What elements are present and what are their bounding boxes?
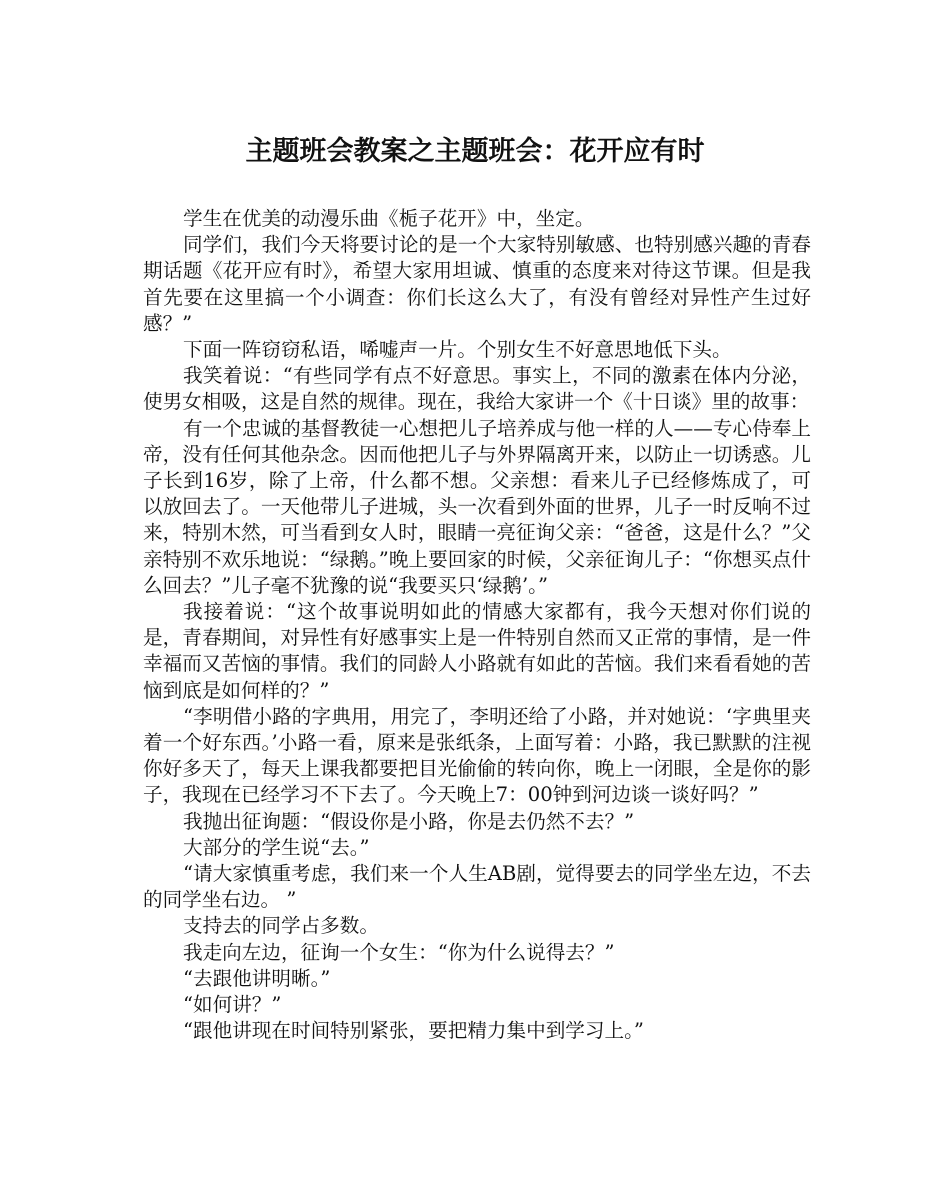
paragraph: 支持去的同学占多数。 [183,914,379,938]
paragraph: “请大家慎重考虑，我们来一个人生AB剧，觉得要去的同学坐左边，不去的同学坐右边。 ” [143,862,811,912]
paragraph: 我接着说：“这个故事说明如此的情感大家都有，我今天想对你们说的是，青春期间，对异性有好感事实上是一件特别自然而又正常的事情，是一件幸福而又苦恼的事情。我们的同龄人小路就有如此的苦恼。我们来看看她的苦恼到底是如何样的？” [143,600,811,702]
paragraph: “李明借小路的字典用，用完了，李明还给了小路，并对她说：‘字典里夹着一个好东西。’小路一看，原来是张纸条，上面写着：小路，我已默默的注视你好多天了，每天上课我都要把目光偷偷的转向你，晚上一闭眼，全是你的影子，我现在已经学习不下去了。今天晚上7：00钟到河边谈一谈好吗？” [143,704,811,807]
paragraph: 下面一阵窃窃私语，唏嘘声一片。个别女生不好意思地低下头。 [183,338,732,362]
paragraph: 我走向左边，征询一个女生：“你为什么说得去？” [183,940,615,964]
paragraph: “如何讲？” [183,993,282,1017]
paragraph: 我抛出征询题：“假设你是小路，你是去仍然不去？” [183,809,635,833]
document-body [143,206,811,1045]
paragraph: 我笑着说：“有些同学有点不好意思。事实上，不同的激素在体内分泌，使男女相吸，这是自然的规律。现在，我给大家讲一个《十日谈》里的故事： [143,364,811,414]
paragraph: 有一个忠诚的基督教徒一心想把儿子培养成与他一样的人——专心侍奉上帝，没有任何其他杂念。因而他把儿子与外界隔离开来，以防止一切诱惑。儿子长到16岁，除了上帝，什么都不想。父亲想：看来儿子已经修炼成了，可以放回去了。一天他带儿子进城，头一次看到外面的世界，儿子一时反响不过来，特别木然，可当看到女人时，眼睛一亮征询父亲：“爸爸，这是什么？”父亲特别不欢乐地说：“绿鹅。”晚上要回家的时候，父亲征询儿子：“你想买点什么回去？”儿子毫不犹豫的说“我要买只‘绿鹅’。” [143,416,811,597]
paragraph: 大部分的学生说“去。” [183,835,370,859]
paragraph: 同学们，我们今天将要讨论的是一个大家特别敏感、也特别感兴趣的青春期话题《花开应有时》，希望大家用坦诚、慎重的态度来对待这节课。但是我首先要在这里搞一个小调查：你们长这么大了，有没有曾经对异性产生过好感？” [143,233,811,335]
paragraph: “跟他讲现在时间特别紧张，要把精力集中到学习上。” [183,1019,644,1043]
paragraph: 学生在优美的动漫乐曲《栀子花开》中，坐定。 [183,207,595,230]
paragraph: “去跟他讲明晰。” [183,966,331,990]
document-title: 主题班会教案之主题班会：花开应有时 [245,136,705,167]
